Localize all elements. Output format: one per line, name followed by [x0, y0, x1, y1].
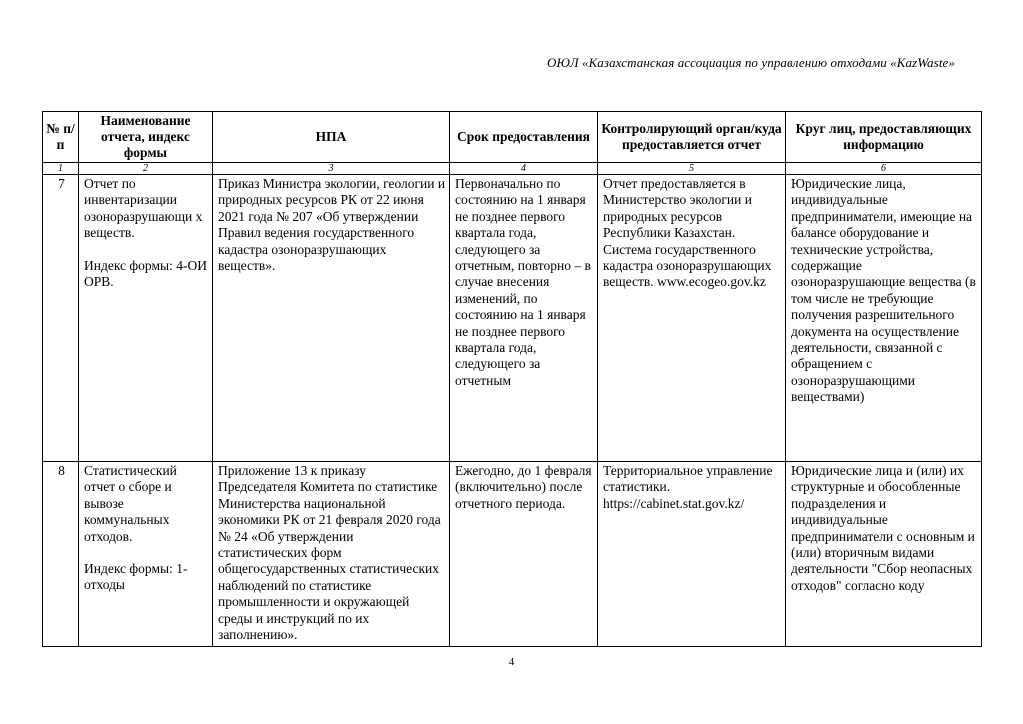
table-row: [43, 175, 982, 462]
term-cell: Первоначально по состоянию на 1 января не позднее первого квартала года, следующего за отчетным, повторно – в случае внесения изменений, по состоянию на 1 января не позднее первого квартала года, следующего за отчетным: [450, 175, 598, 462]
persons-cell: Юридические лица и (или) их структурные и обособленные подразделения и индивидуальные предприниматели с основным и (или) вторичным видами деятельности "Сбор неопасных отходов" согласно коду: [786, 462, 982, 647]
header-authority: Контролирующий орган/куда предоставляется отчет: [598, 112, 786, 163]
reports-table: [42, 111, 982, 647]
persons-cell: Юридические лица, индивидуальные предприниматели, имеющие на балансе оборудование и технические устройства, содержащие озоноразрушающие вещества (в том числе не требующие получения разрешительного документа на осуществление деятельности, связанной с обращением с озоноразрушающими веществами): [786, 175, 982, 462]
document-header: ОЮЛ «Казахстанская ассоциация по управлению отходами «KazWaste»: [547, 55, 955, 70]
term-cell: Ежегодно, до 1 февраля (включительно) после отчетного периода.: [450, 462, 598, 647]
column-number: 3: [213, 163, 450, 175]
column-number: 6: [786, 163, 982, 175]
table-row: [43, 462, 982, 647]
npa-cell: Приказ Министра экологии, геологии и природных ресурсов РК от 22 июня 2021 года № 207 «Об утверждении Правил ведения государственного кадастра озоноразрушающих веществ».: [213, 175, 450, 462]
header-term: Срок предоставления: [450, 112, 598, 163]
report-name: Статистический отчет о сборе и вывозе коммунальных отходов.: [84, 463, 177, 544]
form-index: Индекс формы: 4-ОИ ОРВ.: [84, 257, 207, 290]
header-npa: НПА: [213, 112, 450, 163]
authority-cell: Территориальное управление статистики. https://cabinet.stat.gov.kz/: [598, 462, 786, 647]
column-number: 2: [79, 163, 213, 175]
header-num: № п/п: [43, 112, 79, 163]
header-report: Наименование отчета, индекс формы: [79, 112, 213, 163]
row-number: 7: [43, 175, 79, 462]
report-name: Отчет по инвентаризации озоноразрушающи х веществ.: [84, 176, 203, 241]
column-number: 4: [450, 163, 598, 175]
row-number: 8: [43, 462, 79, 647]
npa-cell: Приложение 13 к приказу Председателя Комитета по статистике Министерства национальной экономики РК от 21 февраля 2020 года № 24 «Об утверждении статистических форм общегосударственных статистических наблюдений по статистике промышленности и окружающей среды и инструкций по их заполнению».: [213, 462, 450, 647]
report-cell: [79, 462, 213, 647]
page-number: 4: [508, 656, 515, 668]
form-index: Индекс формы: 1-отходы: [84, 561, 188, 593]
authority-cell: Отчет предоставляется в Министерство экологии и природных ресурсов Республики Казахстан. Система государственного кадастра озоноразрушающих веществ. www.ecogeo.gov.kz: [598, 175, 786, 462]
column-number: 5: [598, 163, 786, 175]
column-number: 1: [43, 163, 79, 175]
header-persons: Круг лиц, предоставляющих информацию: [786, 112, 982, 163]
column-numbers-row: [43, 163, 982, 175]
table-header-row: [43, 112, 982, 163]
report-cell: [79, 175, 213, 462]
